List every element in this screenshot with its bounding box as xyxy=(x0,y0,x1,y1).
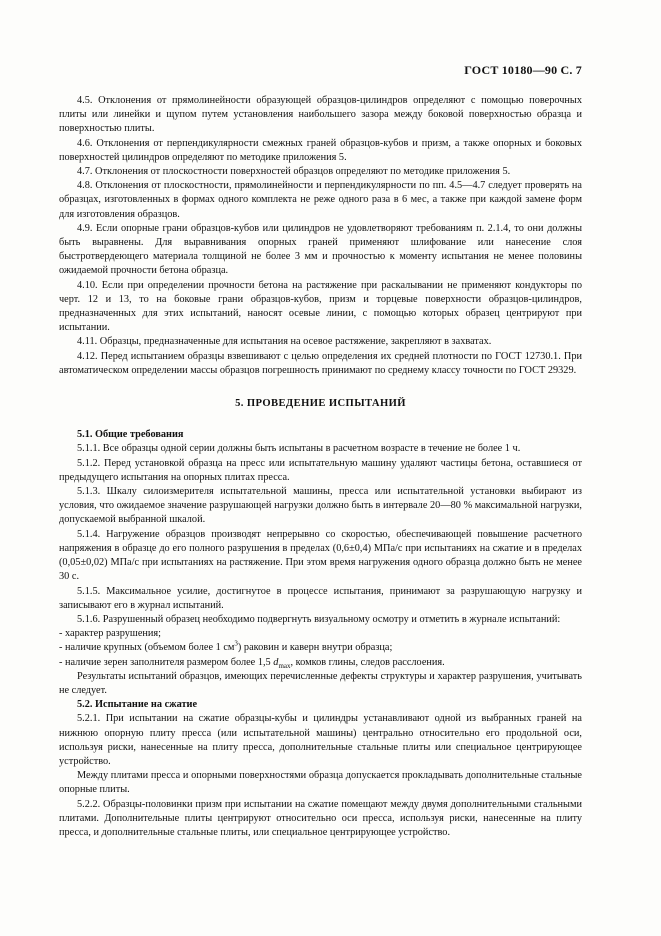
page-header: ГОСТ 10180—90 С. 7 xyxy=(464,63,582,77)
paragraph-5-1-2: 5.1.2. Перед установкой образца на пресс или испытательную машину удаляют частицы бетона, оставшиеся от предыдущего испытания на опорных плитах пресса. xyxy=(59,457,582,483)
list-item-cavities xyxy=(59,641,582,655)
paragraph-4-7: 4.7. Отклонения от плоскостности поверхностей образцов определяют по методике приложения 5. xyxy=(77,166,511,178)
paragraph-4-6: 4.6. Отклонения от перпендикулярности смежных граней образцов-кубов и призм, а также опорных и боковых поверхностей цилиндров определяют по методике приложения 5. xyxy=(59,137,582,163)
subsection-5-1-title: 5.1. Общие требования xyxy=(77,429,184,441)
paragraph-between-plates: Между плитами пресса и опорными поверхностями образца допускается прокладывать дополнительные стальные опорные плиты. xyxy=(59,770,582,796)
paragraph-5-2-2: 5.2.2. Образцы-половинки призм при испытании на сжатие помещают между двумя дополнительными стальными плитами. Дополнительные плиты центрируют относительно оси пресса, используя риски, нанесенные на плиту пресса, и дополнительные стальные плиты, или специальное центрирующее устройство. xyxy=(59,798,582,838)
paragraph-4-11: 4.11. Образцы, предназначенные для испытания на осевое растяжение, закрепляют в захватах. xyxy=(77,336,492,348)
paragraph-5-1-3: 5.1.3. Шкалу силоизмерителя испытательной машины, пресса или испытательной установки выбирают из условия, что ожидаемое значение разрушающей нагрузки должно быть в интервале 20—80 % максимальной нагрузки, допускаемой выбранной шкалой. xyxy=(59,486,582,526)
paragraph-5-1-5: 5.1.5. Максимальное усилие, достигнутое в процессе испытания, принимают за разрушающую нагрузку и записывают его в журнал испытаний. xyxy=(59,585,582,611)
paragraph-4-10: 4.10. Если при определении прочности бетона на растяжение при раскалывании не применяют кондукторы по черт. 12 и 13, то на боковые грани образцов-кубов, призм и торцевые поверхности образцов-цилиндров, предназначенных для этих испытаний, наносят осевые линии, с помощью которых образец центрируют при испытании. xyxy=(59,279,582,334)
paragraph-5-2-1: 5.2.1. При испытании на сжатие образцы-кубы и цилиндры устанавливают одной из выбранных граней на нижнюю опорную плиту пресса (или испытательной машины) центрально относительно его продольной оси, используя риски, нанесенные на плиту пресса, дополнительные стальные плиты или специальное центрирующее устройство. xyxy=(59,713,582,767)
paragraph-5-1-4: 5.1.4. Нагружение образцов производят непрерывно со скоростью, обеспечивающей повышение расчетного напряжения в образце до его полного разрушения в пределах (0,6±0,4) МПа/с при испытаниях на сжатие и в пределах (0,05±0,02) МПа/с при испытаниях на растяжение. При этом время нагружения одного образца должно быть не менее 30 с. xyxy=(59,528,582,583)
subsection-5-2-title: 5.2. Испытание на сжатие xyxy=(77,699,198,711)
symbol-d: d xyxy=(273,656,279,668)
paragraph-5-1-6: 5.1.6. Разрушенный образец необходимо подвергнуть визуальному осмотру и отметить в журнале испытаний: xyxy=(77,613,561,625)
list-item-cavities-b: ) раковин и каверн внутри образца; xyxy=(237,642,393,654)
paragraph-4-12: 4.12. Перед испытанием образцы взвешивают с целью определения их средней плотности по ГОСТ 12730.1. При автоматическом определении массы образцов погрешность принимают по среднему классу точности по ГОСТ 29329. xyxy=(59,350,582,376)
list-item-aggregate-a: - наличие зерен заполнителя размером более 1,5 xyxy=(59,656,274,668)
paragraph-4-8: 4.8. Отклонения от плоскостности, прямолинейности и перпендикулярности по пп. 4.5—4.7 следует проверять на образцах, изготовленных в формах одного комплекта не реже одного раза в 6 мес, а также при каждой замене форм для изготовления образцов. xyxy=(59,180,582,220)
document-body xyxy=(59,94,582,840)
paragraph-4-5: 4.5. Отклонения от прямолинейности образующей образцов-цилиндров определяют с помощью поверочных плиты или линейки и щупом путем установления наибольшего зазора между боковой поверхностью образца и поверхностью плиты. xyxy=(59,95,582,135)
list-item-cavities-a: - наличие крупных (объемом более 1 см xyxy=(59,642,235,654)
list-item-aggregate-b: , комков глины, следов расслоения. xyxy=(290,656,445,668)
section-5-title: 5. ПРОВЕДЕНИЕ ИСПЫТАНИЙ xyxy=(235,398,406,410)
subscript-max: max xyxy=(278,661,291,670)
paragraph-4-9: 4.9. Если опорные грани образцов-кубов или цилиндров не удовлетворяют требованиям п. 2.1.4, то они должны быть выравнены. Для выравнивания опорных граней применяют шлифование или нанесение слоя быстротвердеющего материала толщиной не более 3 мм и прочностью к моменту испытания не менее половины ожидаемой прочности бетона образца. xyxy=(59,222,582,277)
list-item-fracture: - характер разрушения; xyxy=(59,628,162,640)
paragraph-results: Результаты испытаний образцов, имеющих перечисленные дефекты структуры и характер разрушения, учитывать не следует. xyxy=(59,670,582,696)
list-item-aggregate xyxy=(59,656,582,670)
superscript-3: 3 xyxy=(234,639,238,648)
paragraph-5-1-1: 5.1.1. Все образцы одной серии должны быть испытаны в расчетном возрасте в течение не более 1 ч. xyxy=(77,443,521,455)
